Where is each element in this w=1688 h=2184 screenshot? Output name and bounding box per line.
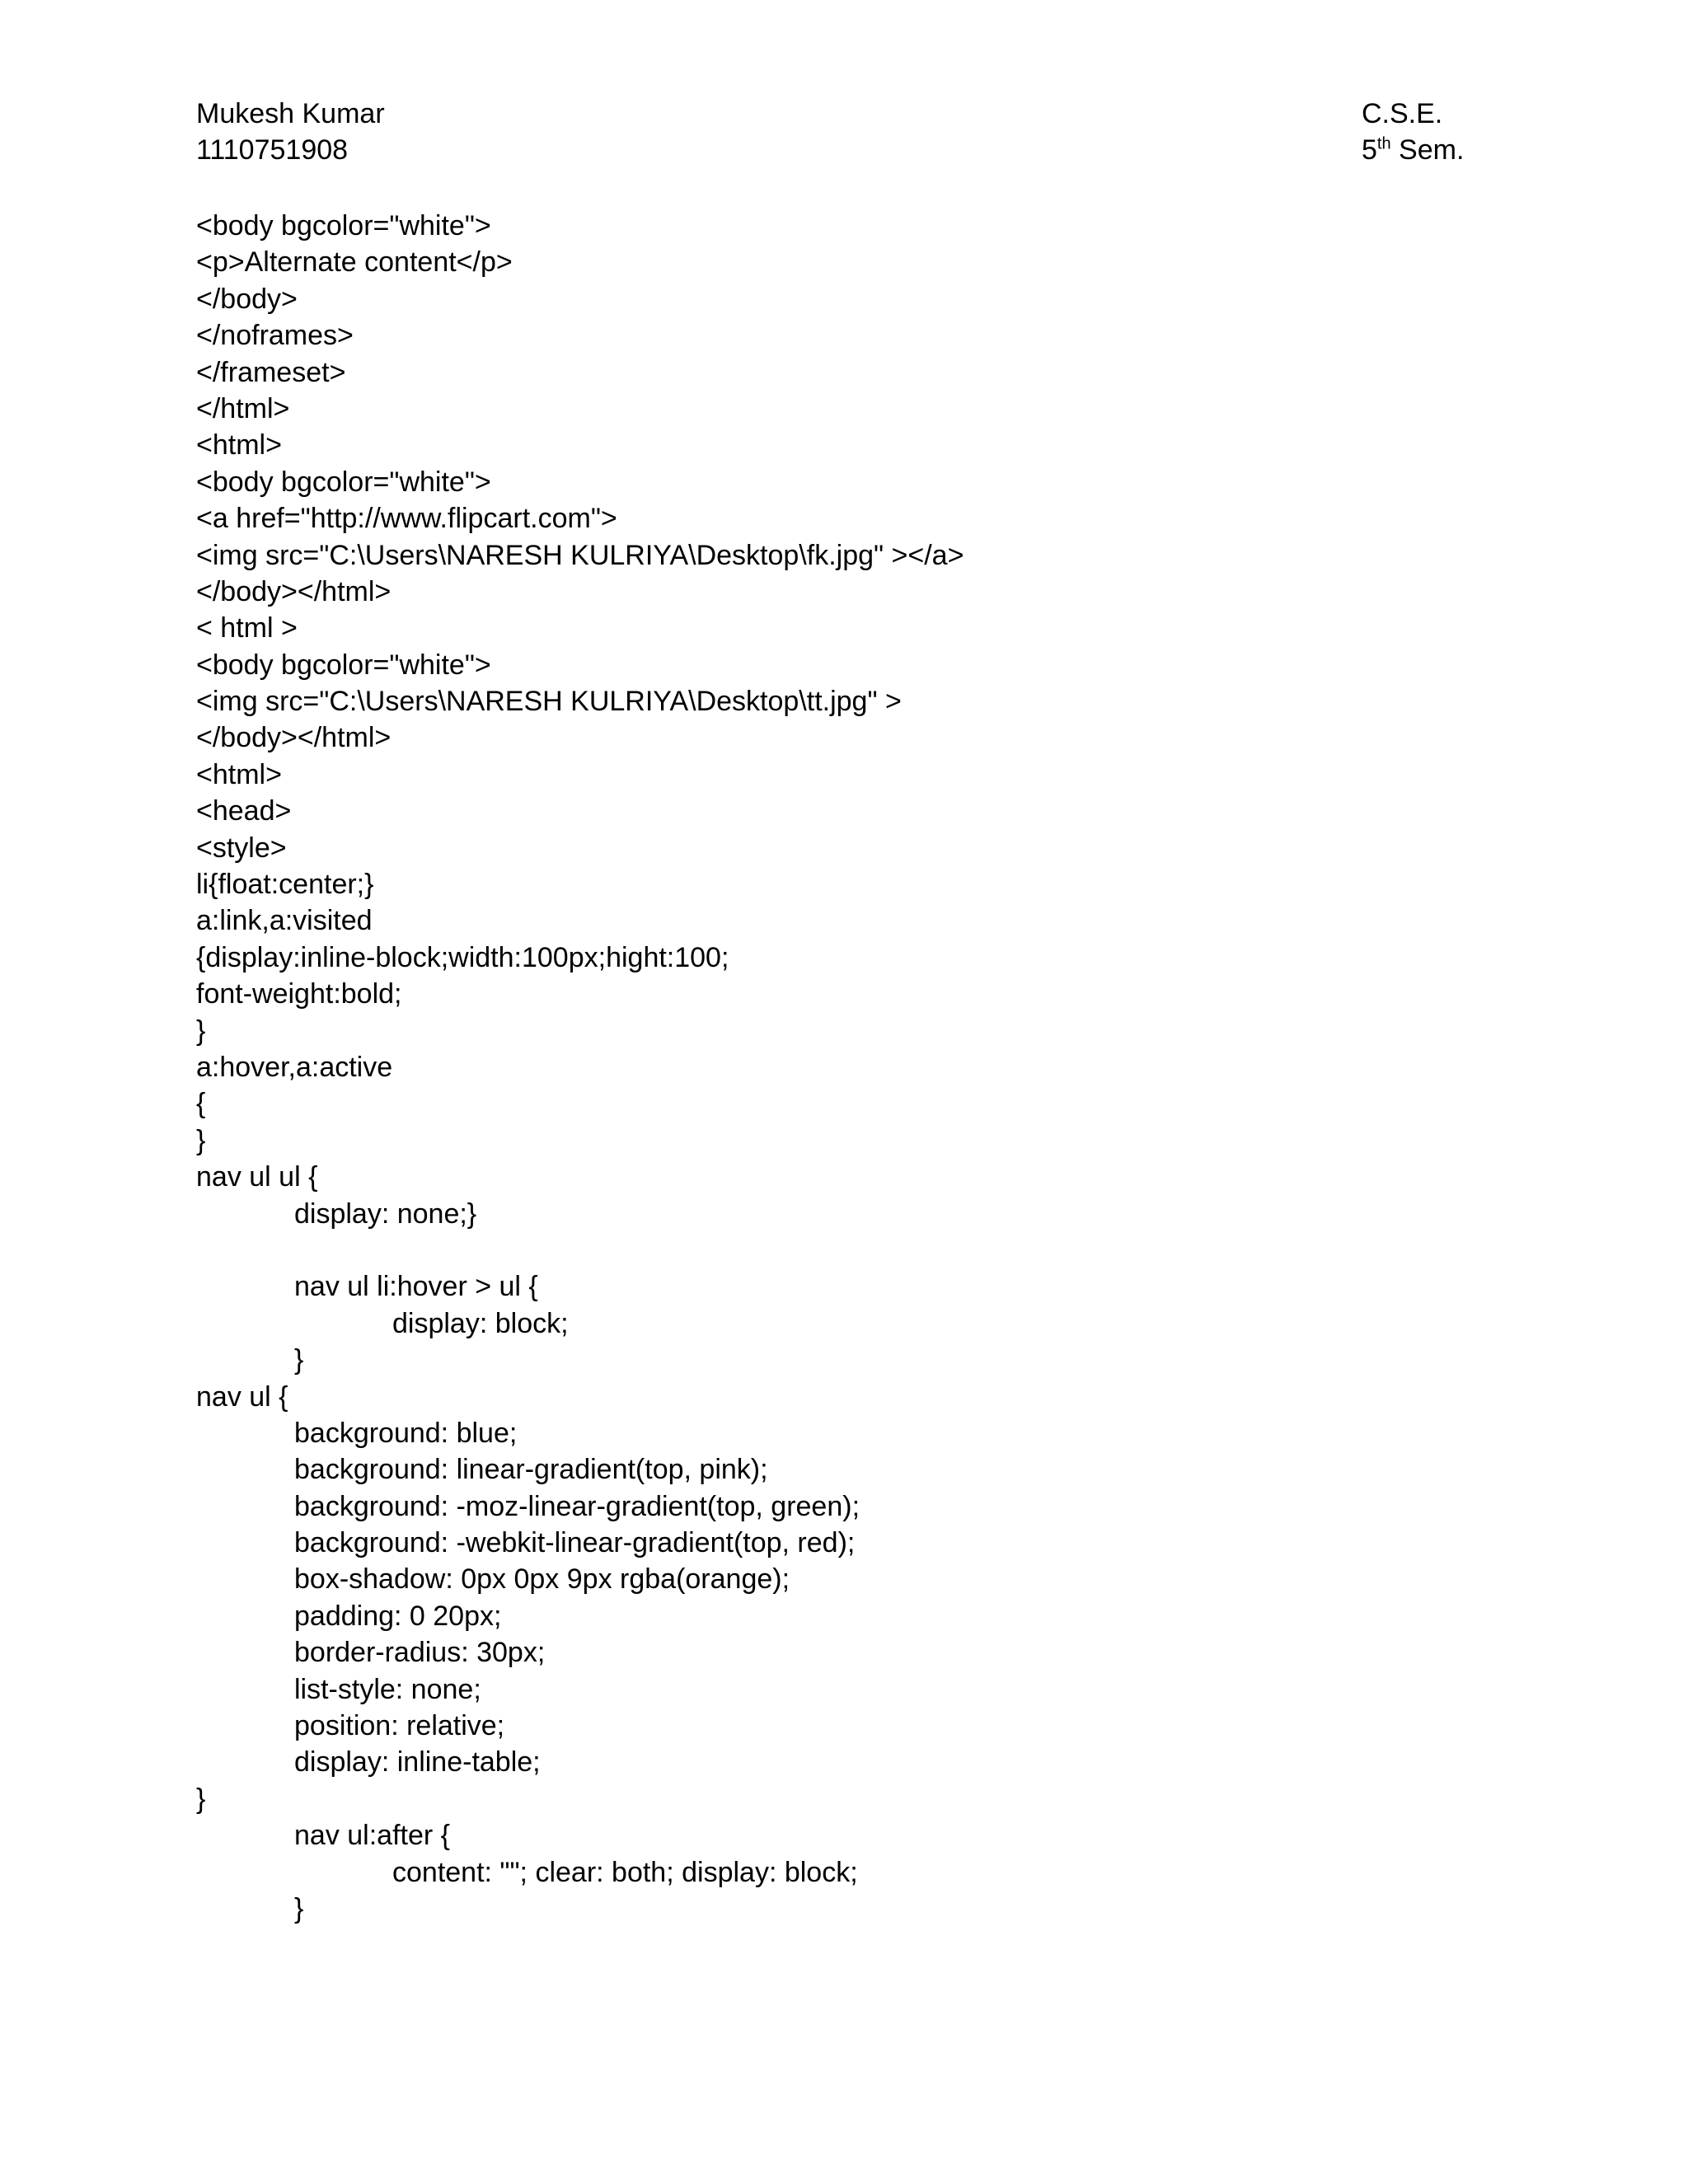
code-line: < html > <box>196 612 298 644</box>
code-line: background: -moz-linear-gradient(top, green); <box>294 1490 860 1522</box>
code-line: {display:inline-block;width:100px;hight:100; <box>196 941 729 973</box>
code-line: </frameset> <box>196 356 346 388</box>
code-line: } <box>196 1124 206 1156</box>
code-line: </html> <box>196 392 290 424</box>
code-line: </body></html> <box>196 575 392 607</box>
code-line: background: blue; <box>294 1417 518 1449</box>
code-line: <html> <box>196 429 282 462</box>
course-info <box>1362 96 1464 168</box>
code-line: <p>Alternate content</p> <box>196 246 513 279</box>
code-line: font-weight:bold; <box>196 978 402 1010</box>
semester-number: 5 <box>1362 134 1377 166</box>
code-line: a:hover,a:active <box>196 1051 393 1083</box>
semester-suffix: th <box>1376 134 1391 153</box>
code-line: display: block; <box>392 1307 569 1339</box>
code-line: list-style: none; <box>294 1673 481 1705</box>
code-line: <head> <box>196 795 292 827</box>
code-line: padding: 0 20px; <box>294 1600 502 1632</box>
code-line: </body> <box>196 283 298 315</box>
code-line: background: -webkit-linear-gradient(top, red); <box>294 1527 856 1559</box>
code-line: } <box>196 1783 206 1815</box>
code-line: <body bgcolor="white"> <box>196 466 491 498</box>
code-line: display: inline-table; <box>294 1746 541 1779</box>
branch: C.S.E. <box>1362 98 1443 129</box>
code-line: } <box>294 1892 304 1924</box>
student-name: Mukesh Kumar <box>196 98 385 129</box>
semester-label: Sem. <box>1390 134 1465 166</box>
code-line: nav ul li:hover > ul { <box>294 1271 538 1303</box>
code-line: <img src="C:\Users\NARESH KULRIYA\Desktop\tt.jpg" > <box>196 686 902 718</box>
code-line: } <box>294 1344 304 1376</box>
code-line <box>196 1232 1515 1268</box>
code-line: content: ""; clear: both; display: block; <box>392 1856 858 1888</box>
code-listing <box>196 208 1515 1927</box>
code-line: </noframes> <box>196 320 354 352</box>
code-line: <body bgcolor="white"> <box>196 649 491 681</box>
code-line: border-radius: 30px; <box>294 1637 546 1669</box>
code-line: nav ul { <box>196 1380 288 1413</box>
student-info <box>196 96 385 168</box>
code-line: box-shadow: 0px 0px 9px rgba(orange); <box>294 1563 790 1596</box>
code-line: <img src="C:\Users\NARESH KULRIYA\Desktop\fk.jpg" ></a> <box>196 539 964 571</box>
code-line: <style> <box>196 832 287 864</box>
semester <box>1362 132 1464 168</box>
code-line: { <box>196 1088 206 1120</box>
code-line: nav ul ul { <box>196 1161 318 1193</box>
code-line: <body bgcolor="white"> <box>196 210 491 241</box>
code-line: li{float:center;} <box>196 869 374 901</box>
roll-number: 1110751908 <box>196 134 349 166</box>
code-line: } <box>196 1015 206 1047</box>
code-line: </body></html> <box>196 722 392 754</box>
code-line: <a href="http://www.flipcart.com"> <box>196 503 617 535</box>
code-line: background: linear-gradient(top, pink); <box>294 1454 768 1486</box>
code-line: position: relative; <box>294 1710 505 1742</box>
code-line: a:link,a:visited <box>196 905 373 937</box>
code-line: nav ul:after { <box>294 1820 451 1852</box>
code-line: display: none;} <box>294 1197 477 1230</box>
code-line: <html> <box>196 758 282 790</box>
